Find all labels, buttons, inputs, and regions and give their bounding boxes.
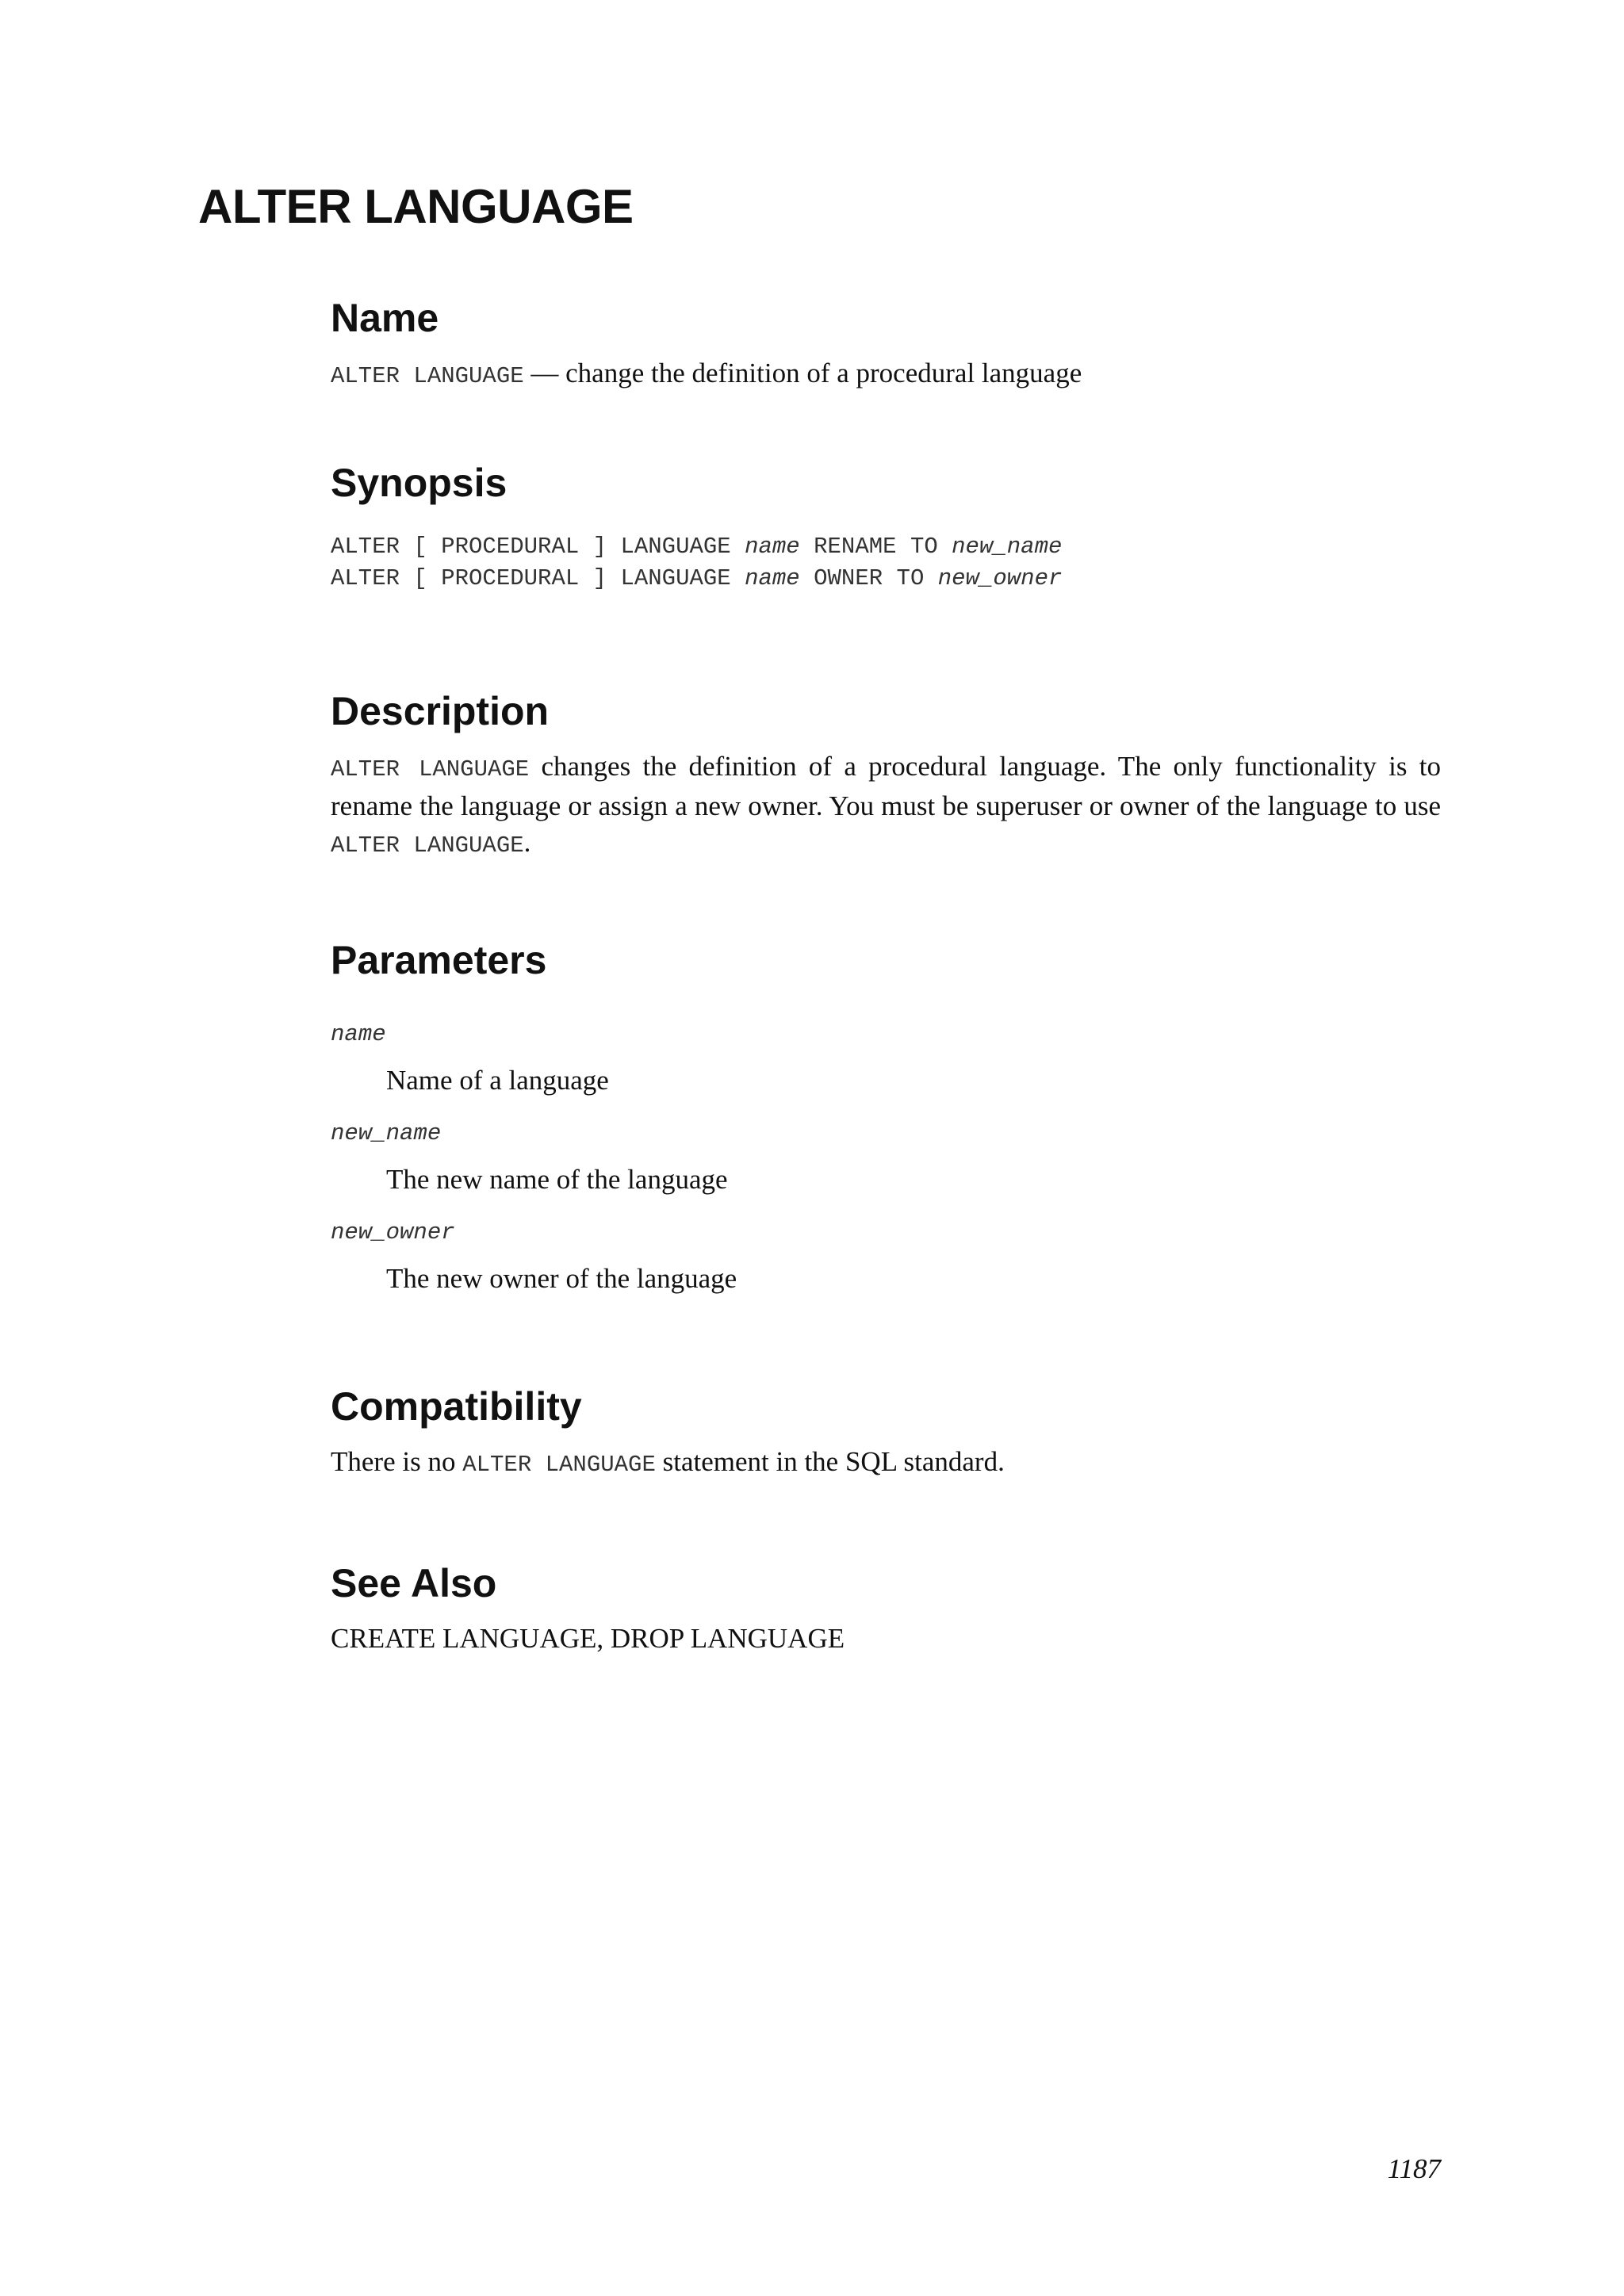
parameters-heading: Parameters: [331, 938, 547, 982]
synopsis-heading: Synopsis: [331, 461, 508, 505]
parameter-term: new_name: [331, 1120, 442, 1146]
synopsis-line-2-a: ALTER [ PROCEDURAL ] LANGUAGE: [331, 565, 745, 591]
see-also-text: CREATE LANGUAGE, DROP LANGUAGE: [331, 1623, 845, 1654]
name-command: ALTER LANGUAGE: [331, 363, 524, 389]
synopsis-line-1-name: name: [745, 534, 800, 560]
synopsis-line-1: [331, 531, 1441, 563]
parameter-definition: Name of a language: [386, 1065, 609, 1096]
synopsis-line-2: [331, 563, 1441, 595]
see-also-section: [331, 1560, 1441, 1657]
synopsis-block: [331, 531, 1441, 595]
description-heading: Description: [331, 689, 550, 733]
compatibility-heading: Compatibility: [331, 1384, 582, 1429]
name-description: — change the definition of a procedural language: [523, 358, 1082, 388]
synopsis-line-2-b: OWNER TO: [799, 565, 938, 591]
parameters-section: [331, 937, 1441, 1318]
description-command-1: ALTER LANGUAGE: [331, 756, 530, 783]
parameter-definition: The new owner of the language: [386, 1263, 737, 1294]
page-number: 1187: [1387, 2153, 1441, 2184]
description-command-2: ALTER LANGUAGE: [331, 832, 524, 859]
synopsis-line-2-name: name: [745, 565, 800, 591]
synopsis-line-1-arg: new_name: [952, 534, 1063, 560]
compatibility-text-1: There is no: [331, 1446, 463, 1477]
parameter-term: name: [331, 1021, 386, 1047]
synopsis-line-1-a: ALTER [ PROCEDURAL ] LANGUAGE: [331, 534, 745, 560]
synopsis-section: [331, 460, 1441, 595]
description-end: .: [523, 827, 531, 858]
synopsis-line-2-arg: new_owner: [937, 565, 1063, 591]
description-text: [331, 748, 1441, 864]
compatibility-text: [331, 1444, 1441, 1483]
see-also-heading: See Also: [331, 1561, 497, 1605]
name-heading: Name: [331, 296, 439, 340]
name-section: [331, 295, 1441, 395]
compatibility-command: ALTER LANGUAGE: [462, 1452, 656, 1478]
parameter-list: [331, 1021, 1441, 1318]
parameter-definition: The new name of the language: [386, 1164, 728, 1195]
parameter-item: [331, 1120, 1441, 1219]
synopsis-line-1-b: RENAME TO: [799, 534, 952, 560]
parameter-item: [331, 1021, 1441, 1120]
compatibility-text-2: statement in the SQL standard.: [655, 1446, 1005, 1477]
description-section: [331, 688, 1441, 864]
parameter-term: new_owner: [331, 1219, 455, 1246]
parameter-item: [331, 1219, 1441, 1318]
compatibility-section: [331, 1383, 1441, 1483]
page-title: ALTER LANGUAGE: [198, 180, 634, 233]
description-body: changes the definition of a procedural language. The only functionality is to rename the language or assign a new owner. You must be superuser or owner of the language to use: [331, 751, 1442, 821]
name-text: [331, 355, 1441, 395]
